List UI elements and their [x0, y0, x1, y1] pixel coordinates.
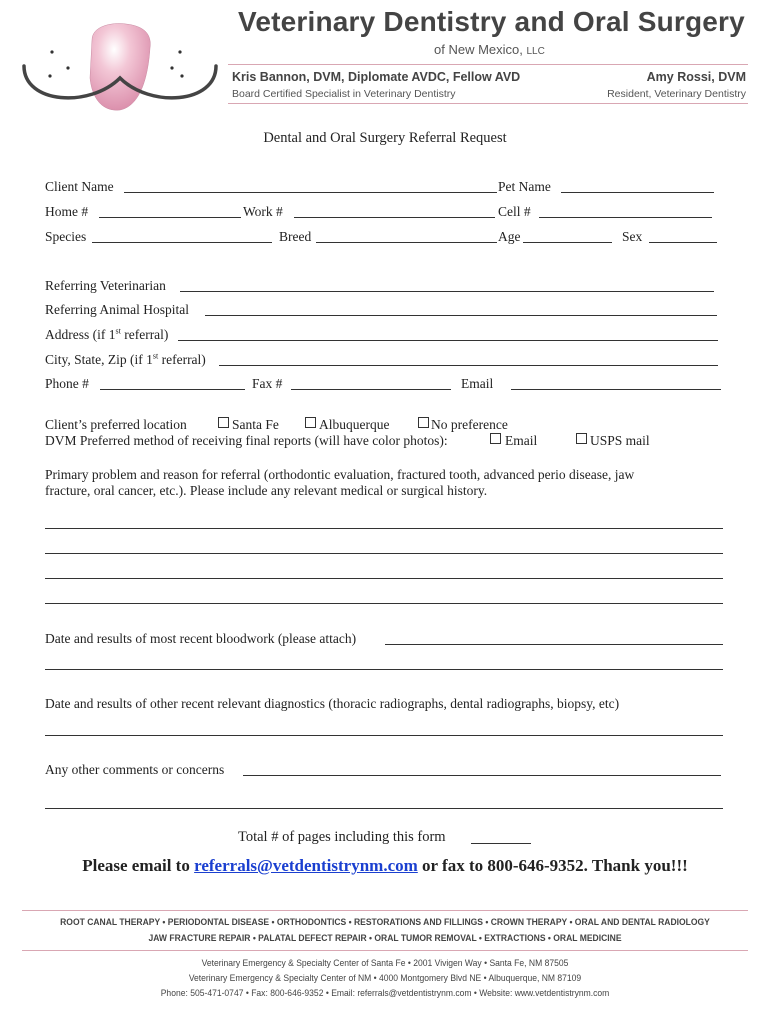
dog-nose-mouth-logo-icon [20, 18, 220, 118]
doctor1-name: Kris Bannon, DVM, Diplomate AVDC, Fellow AVD [232, 70, 521, 84]
preferred-location-label: Client’s preferred location [45, 417, 187, 432]
species-field[interactable] [92, 242, 272, 243]
sex-label: Sex [622, 229, 643, 244]
phone-field[interactable] [100, 389, 245, 390]
address-label: Address (if 1st referral) [45, 326, 169, 342]
work-phone-label: Work # [243, 204, 283, 219]
primary-problem-line-3[interactable] [45, 578, 723, 579]
age-label: Age [498, 229, 521, 244]
fax-label: Fax # [252, 376, 283, 391]
phone-label: Phone # [45, 376, 89, 391]
client-name-label: Client Name [45, 179, 114, 194]
pet-name-label: Pet Name [498, 179, 551, 194]
practice-title: Veterinary Dentistry and Oral Surgery [238, 6, 745, 37]
no-preference-option-label: No preference [431, 417, 508, 432]
cell-phone-field[interactable] [539, 217, 712, 218]
services-line-2: JAW FRACTURE REPAIR • PALATAL DEFECT REPAIR • ORAL TUMOR REMOVAL • EXTRACTIONS • ORAL MEDICINE [148, 933, 622, 944]
report-email-option-label: Email [505, 433, 538, 448]
bloodwork-line-2[interactable] [45, 669, 723, 670]
no-preference-checkbox[interactable] [418, 417, 429, 428]
referring-vet-label: Referring Veterinarian [45, 278, 166, 293]
primary-problem-line-1[interactable] [45, 528, 723, 529]
doctor2-credential: Resident, Veterinary Dentistry [607, 88, 746, 100]
bloodwork-label: Date and results of most recent bloodwork (please attach) [45, 631, 357, 646]
primary-problem-line-2[interactable] [45, 553, 723, 554]
doctor1-credential: Board Certified Specialist in Veterinary Dentistry [232, 88, 456, 100]
santa-fe-option-label: Santa Fe [232, 417, 279, 432]
bloodwork-field[interactable] [385, 644, 723, 645]
address-field[interactable] [178, 340, 718, 341]
comments-field[interactable] [243, 775, 721, 776]
breed-label: Breed [279, 229, 312, 244]
report-method-label: DVM Preferred method of receiving final reports (will have color photos): [45, 433, 448, 448]
practice-subtitle: of New Mexico, LLC [434, 42, 545, 57]
santa-fe-checkbox[interactable] [218, 417, 229, 428]
report-usps-option-label: USPS mail [590, 433, 650, 448]
city-state-zip-field[interactable] [219, 365, 718, 366]
albuquerque-checkbox[interactable] [305, 417, 316, 428]
services-line-1: ROOT CANAL THERAPY • PERIODONTAL DISEASE • ORTHODONTICS • RESTORATIONS AND FILLINGS • CROWN THERAPY • ORAL AND DENTAL RADIOLOGY [60, 917, 710, 928]
pet-name-field[interactable] [561, 192, 714, 193]
comments-line-2[interactable] [45, 808, 723, 809]
referral-email-link[interactable]: referrals@vetdentistrynm.com [194, 856, 418, 875]
report-usps-checkbox[interactable] [576, 433, 587, 444]
form-title: Dental and Oral Surgery Referral Request [263, 130, 507, 146]
diagnostics-label: Date and results of other recent relevant diagnostics (thoracic radiographs, dental radiographs, biopsy, etc) [45, 696, 620, 711]
diagnostics-field[interactable] [45, 735, 723, 736]
referring-hospital-label: Referring Animal Hospital [45, 302, 189, 317]
doctor2-name: Amy Rossi, DVM [646, 70, 746, 84]
primary-problem-label-line1: Primary problem and reason for referral (orthodontic evaluation, fractured tooth, advanced perio disease, jaw [45, 467, 635, 482]
albuquerque-option-label: Albuquerque [319, 417, 390, 432]
footer-address-2: Veterinary Emergency & Specialty Center of NM • 4000 Montgomery Blvd NE • Albuquerque, NM 87109 [188, 973, 582, 984]
referring-vet-field[interactable] [180, 291, 714, 292]
submission-instructions: Please email to referrals@vetdentistrynm.com or fax to 800-646-9352. Thank you!!! [82, 856, 688, 875]
email-label: Email [461, 376, 494, 391]
header-divider-bottom [228, 103, 748, 104]
referring-hospital-field[interactable] [205, 315, 717, 316]
age-field[interactable] [523, 242, 612, 243]
breed-field[interactable] [316, 242, 497, 243]
city-state-zip-label: City, State, Zip (if 1st referral) [45, 351, 206, 367]
client-name-field[interactable] [124, 192, 497, 193]
total-pages-field[interactable] [471, 843, 531, 844]
report-email-checkbox[interactable] [490, 433, 501, 444]
footer-address-1: Veterinary Emergency & Specialty Center of Santa Fe • 2001 Vivigen Way • Santa Fe, NM 87505 [201, 958, 569, 969]
fax-field[interactable] [291, 389, 451, 390]
footer-divider-bottom [22, 950, 748, 951]
header-divider-top [228, 64, 748, 65]
footer-divider-top [22, 910, 748, 911]
species-label: Species [45, 229, 87, 244]
primary-problem-label-line2: fracture, oral cancer, etc.). Please include any relevant medical or surgical history. [45, 483, 488, 498]
comments-label: Any other comments or concerns [45, 762, 225, 777]
email-field[interactable] [511, 389, 721, 390]
sex-field[interactable] [649, 242, 717, 243]
footer-contact: Phone: 505-471-0747 • Fax: 800-646-9352 • Email: referrals@vetdentistrynm.com • Website: www.vetdentistrynm.com [160, 988, 610, 999]
total-pages-label: Total # of pages including this form [238, 829, 446, 845]
work-phone-field[interactable] [294, 217, 495, 218]
cell-phone-label: Cell # [498, 204, 531, 219]
primary-problem-line-4[interactable] [45, 603, 723, 604]
home-phone-field[interactable] [99, 217, 241, 218]
home-phone-label: Home # [45, 204, 89, 219]
